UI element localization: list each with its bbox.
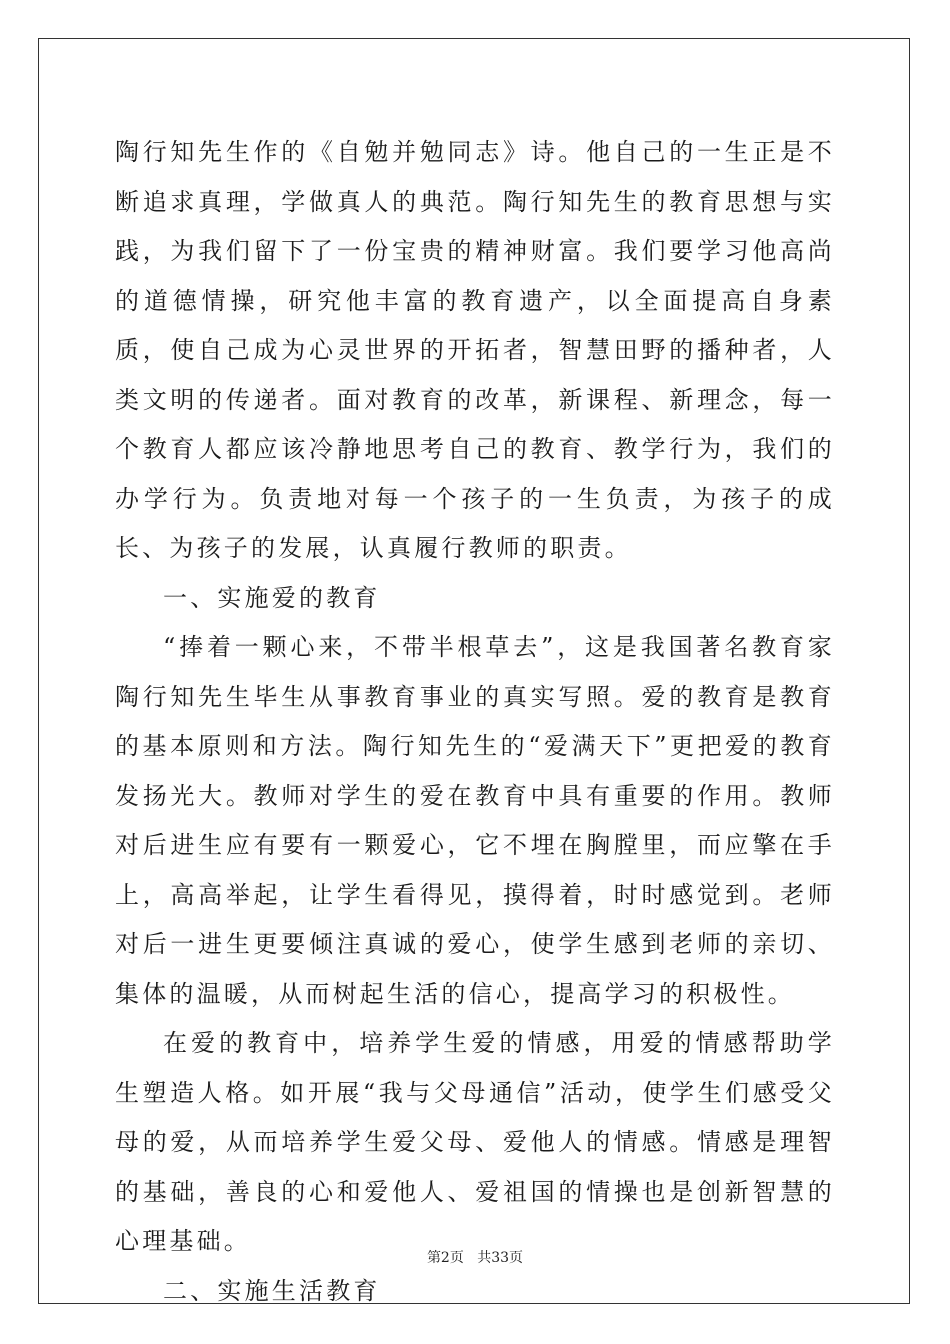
page-footer [0,1247,950,1267]
paragraph-3: 在爱的教育中，培养学生爱的情感，用爱的情感帮助学生塑造人格。如开展“我与父母通信”活动，使学生们感受父母的爱，从而培养学生爱父母、爱他人的情感。情感是理智的基础，善良的心和爱他人、爱祖国的情操也是创新智慧的心理基础。 [115,1029,835,1255]
total-pages: 共33页 [477,1250,524,1266]
page-number: 第2页 [426,1250,464,1266]
document-body [115,128,835,1316]
footer-separator [464,1250,477,1266]
paragraph-2: “捧着一颗心来，不带半根草去”，这是我国著名教育家陶行知先生毕生从事教育事业的真实写照。爱的教育是教育的基本原则和方法。陶行知先生的“爱满天下”更把爱的教育发扬光大。教师对学生的爱在教育中具有重要的作用。教师对后进生应有要有一颗爱心，它不埋在胸膛里，而应擎在手上，高高举起，让学生看得见，摸得着，时时感觉到。老师对后一进生更要倾注真诚的爱心，使学生感到老师的亲切、集体的温暖，从而树起生活的信心，提高学习的积极性。 [115,633,835,1008]
section-heading-1: 一、实施爱的教育 [163,583,381,612]
paragraph-1: 陶行知先生作的《自勉并勉同志》诗。他自己的一生正是不断追求真理，学做真人的典范。陶行知先生的教育思想与实践，为我们留下了一份宝贵的精神财富。我们要学习他高尚的道德情操，研究他丰富的教育遗产，以全面提高自身素质，使自己成为心灵世界的开拓者，智慧田野的播种者，人类文明的传递者。面对教育的改革，新课程、新理念，每一个教育人都应该冷静地思考自己的教育、教学行为，我们的办学行为。负责地对每一个孩子的一生负责，为孩子的成长、为孩子的发展，认真履行教师的职责。 [115,138,835,562]
section-heading-2: 二、实施生活教育 [163,1276,381,1305]
